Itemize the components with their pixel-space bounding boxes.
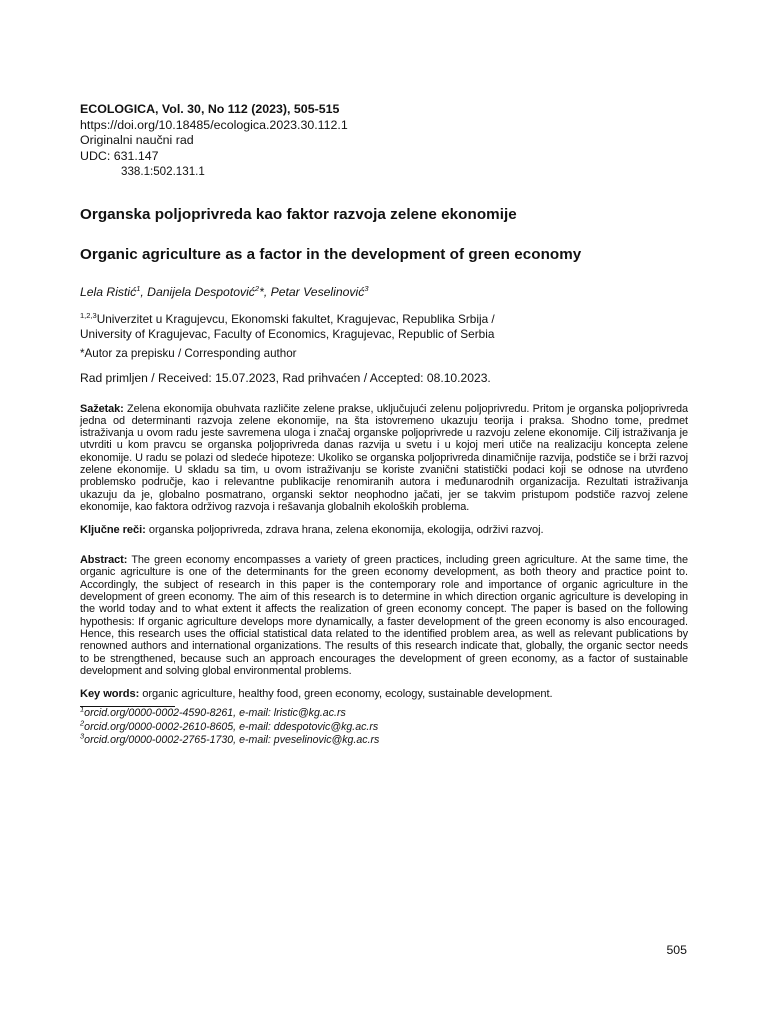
keywords-serbian [80, 524, 688, 537]
summary-serbian [80, 403, 688, 514]
received-accepted-dates: Rad primljen / Received: 15.07.2023, Rad prihvaćen / Accepted: 08.10.2023. [80, 370, 491, 385]
abstract-text: The green economy encompasses a variety of green practices, including green agriculture. At the same time, the organic agriculture is one of the determinants for the green economy development, as both theory and practice point to. Accordingly, the subject of research in this paper is the contemporary role and importance of organic agriculture in the development of green economy. The aim of this research is to determine in which direction organic agriculture is developing in the world today and to what extent it affects the realization of green economy concept. The paper is based on the following hypothesis: If organic agriculture develops more dynamically, a faster development of the green economy is also encouraged. Hence, this research uses the official statistical data related to the identified problem area, as well as relevant publications by renowned authors and international organizations. The results of this research indicate that, globally, the organic sector needs to be strengthened, because such an approach encourages the development of green economy, as a factor of sustainable development and solving global environmental problems. [80, 554, 688, 677]
author-sup: 1 [136, 283, 141, 293]
keywords-english [80, 688, 688, 701]
footnote [80, 704, 688, 720]
title-serbian: Organska poljoprivreda kao faktor razvoja zelene ekonomije [80, 205, 517, 223]
affiliation-line-1: Univerzitet u Kragujevcu, Ekonomski fakultet, Kragujevac, Republika Srbija / [96, 311, 495, 326]
footnote-sup: 2 [80, 718, 85, 728]
journal-citation: ECOLOGICA, Vol. 30, No 112 (2023), 505-515 [80, 102, 340, 116]
affiliation [80, 312, 688, 343]
footnote [80, 718, 688, 734]
article-header [80, 102, 688, 180]
author-sup: 2 [254, 283, 260, 293]
page-content [80, 102, 688, 747]
abstract-english [80, 554, 688, 677]
footnote-sup: 3 [80, 731, 85, 741]
footnote [80, 731, 688, 747]
keywords-serbian-label: Ključne reči: [80, 524, 146, 537]
keywords-serbian-text: organska poljoprivreda, zdrava hrana, zelena ekonomija, ekologija, održivi razvoj. [145, 524, 544, 537]
abstract-label: Abstract: [80, 554, 128, 567]
article-type: Originalni naučni rad [80, 133, 194, 147]
footnote-text: orcid.org/0000-0002-4590-8261, e-mail: lristic@kg.ac.rs [84, 707, 346, 720]
author-list [80, 284, 688, 300]
affiliation-sup: 1,2,3 [80, 310, 97, 320]
affiliation-line-2: University of Kragujevac, Faculty of Economics, Kragujevac, Republic of Serbia [80, 327, 495, 341]
udc-code-secondary: 338.1:502.131.1 [121, 165, 205, 178]
footnote-text: orcid.org/0000-0002-2610-8605, e-mail: ddespotovic@kg.ac.rs [84, 720, 379, 733]
footnote-text: orcid.org/0000-0002-2765-1730, e-mail: pveselinovic@kg.ac.rs [84, 733, 380, 746]
summary-text: Zelena ekonomija obuhvata različite zelene prakse, uključujući zelenu poljoprivredu. Pritom je organska poljoprivreda jedna od determinanti razvoja zelene ekonomije, na šta istovremeno ukazuju teorija i praksa. Shodno tome, predmet istraživanja u ovom radu jeste savremena uloga i značaj organske poljoprivrede u razvoju zelene ekonomije. Cilj istraživanja je utvrditi u kom pravcu se organska poljoprivreda danas razvija u svetu i u kojoj meri utiče na realizaciju koncepta zelene ekonomije. U radu se polazi od sledeće hipoteze: Ukoliko se organska poljoprivreda dinamičnije razvija, podstiče se i brži razvoj zelene ekonomije. U skladu sa tim, u ovom istraživanju se koriste zvanični statistički podaci koji se odnose na utvrđeno problemsko područje, kao i relevantne publikacije renomiranih autora i međunarodnih organizacija. Rezultati istraživanja ukazuju da je, globalno posmatrano, organski sektor neophodno jačati, jer se takvim pristupom podstiče razvoj zelene ekonomije, kao faktora održivog razvoja i rešavanja globalnih ekoloških problema. [80, 402, 688, 513]
summary-label: Sažetak: [80, 402, 124, 415]
author-name: Lela Ristić [80, 284, 137, 299]
author-sup: 3 [364, 283, 369, 293]
author-separator: , [140, 284, 148, 299]
title-english: Organic agriculture as a factor in the development of green economy [80, 245, 582, 263]
page-number: 505 [666, 943, 687, 957]
author-name: Danijela Despotović [147, 284, 255, 299]
corresponding-mark: * [259, 284, 264, 299]
udc-code: UDC: 631.147 [80, 148, 159, 163]
author-separator: , [263, 284, 271, 299]
keywords-text: organic agriculture, healthy food, green economy, ecology, sustainable development. [139, 688, 553, 701]
footnote-sup: 1 [80, 704, 85, 714]
keywords-label: Key words: [80, 688, 140, 701]
corresponding-author-note: *Autor za prepisku / Corresponding author [80, 346, 297, 360]
author-name: Petar Veselinović [270, 284, 365, 299]
doi-link[interactable]: https://doi.org/10.18485/ecologica.2023.30.112.1 [80, 117, 348, 132]
